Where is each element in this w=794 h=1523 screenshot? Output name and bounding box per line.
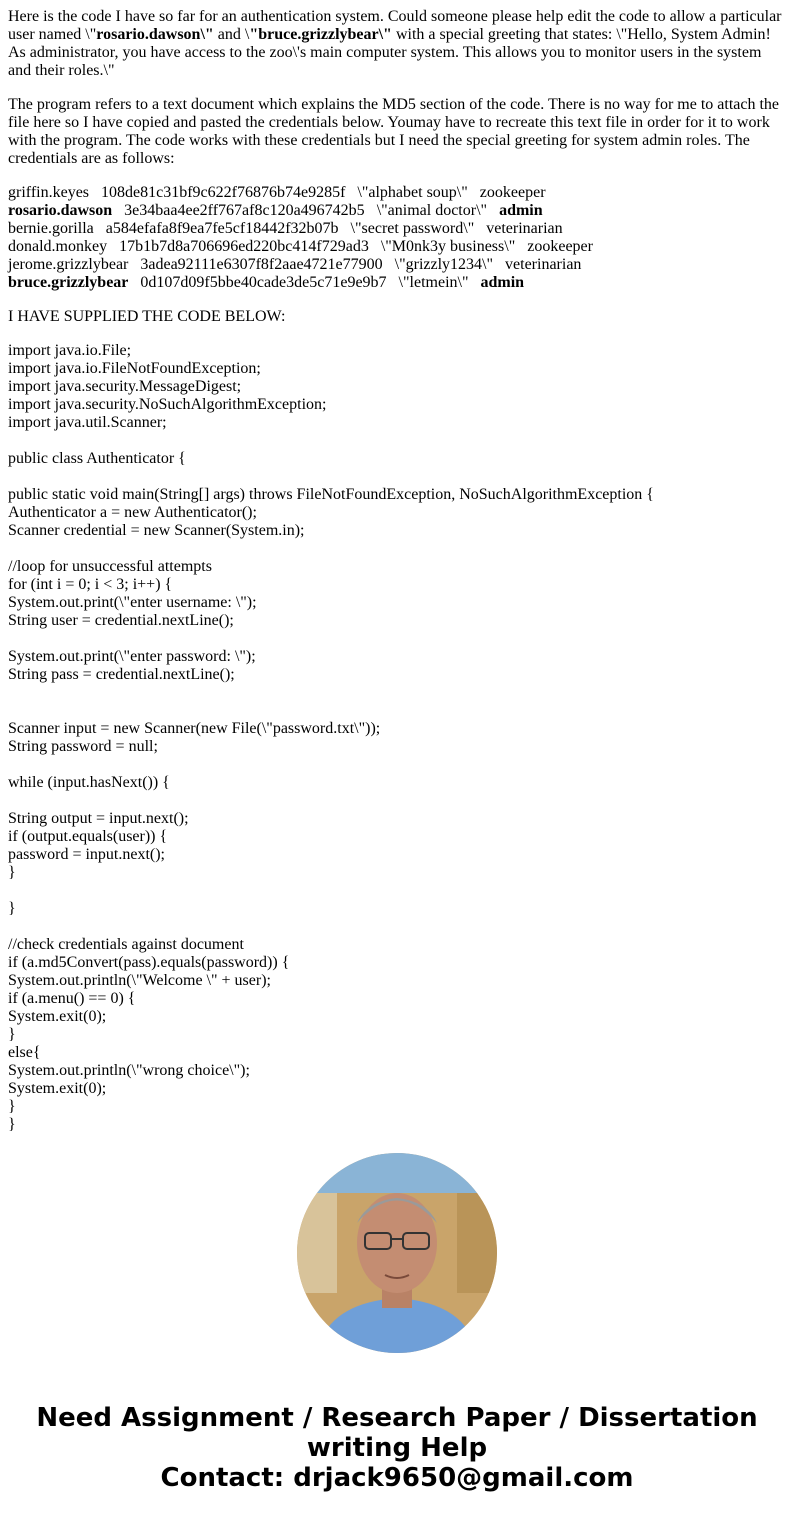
- code-line: import java.security.NoSuchAlgorithmException;: [8, 396, 327, 413]
- code-line: [8, 702, 786, 720]
- code-line: String user = credential.nextLine();: [8, 612, 234, 629]
- credential-password: \"animal doctor\": [376, 202, 488, 219]
- credential-password: \"M0nk3y business\": [380, 238, 516, 255]
- code-line: [8, 918, 786, 936]
- code-line: }: [8, 1116, 16, 1133]
- code-line: }: [8, 1098, 16, 1115]
- code-line: [8, 540, 786, 558]
- code-line: System.out.println(\"wrong choice\");: [8, 1062, 250, 1079]
- intro-text: and \: [213, 26, 250, 43]
- credential-password: \"letmein\": [398, 274, 469, 291]
- code-line: String password = null;: [8, 738, 158, 755]
- code-line: }: [8, 900, 16, 917]
- credential-user: donald.monkey: [8, 238, 108, 255]
- code-line: public class Authenticator {: [8, 450, 186, 467]
- code-line: [8, 432, 786, 450]
- credential-hash: a584efafa8f9ea7fe5cf18442f32b07b: [105, 220, 339, 237]
- code-line: while (input.hasNext()) {: [8, 774, 170, 791]
- code-line: password = input.next();: [8, 846, 165, 863]
- code-line: System.exit(0);: [8, 1008, 107, 1025]
- credentials-list: [8, 184, 786, 292]
- code-block: [8, 342, 786, 1134]
- intro-text: Here is the code I have so far for an authentication system. Could someone please help edit the code to allow a particular user named \": [8, 8, 782, 43]
- credential-hash: 3adea92111e6307f8f2aae4721e77900: [140, 256, 383, 273]
- code-line: for (int i = 0; i < 3; i++) {: [8, 576, 173, 593]
- code-line: Scanner credential = new Scanner(System.in);: [8, 522, 305, 539]
- credential-user: jerome.grizzlybear: [8, 256, 129, 273]
- code-line: import java.io.File;: [8, 342, 132, 359]
- code-line: }: [8, 864, 16, 881]
- footer-contact: Contact: drjack9650@gmail.com: [160, 1463, 634, 1493]
- code-line: if (output.equals(user)) {: [8, 828, 168, 845]
- code-line: String pass = credential.nextLine();: [8, 666, 235, 683]
- author-avatar: [297, 1153, 497, 1353]
- credential-user: rosario.dawson: [8, 202, 113, 219]
- code-line: import java.security.MessageDigest;: [8, 378, 242, 395]
- code-line: [8, 468, 786, 486]
- code-line: [8, 882, 786, 900]
- question-content: [8, 8, 786, 1134]
- credential-hash: 3e34baa4ee2ff767af8c120a496742b5: [124, 202, 365, 219]
- credential-row: [8, 184, 786, 202]
- credential-row: [8, 220, 786, 238]
- credential-role: veterinarian: [505, 256, 582, 273]
- credential-row: [8, 256, 786, 274]
- credential-row: [8, 274, 786, 292]
- code-line: String output = input.next();: [8, 810, 189, 827]
- credential-role: admin: [499, 202, 543, 219]
- intro-paragraph: [8, 8, 786, 80]
- code-line: [8, 792, 786, 810]
- code-line: import java.util.Scanner;: [8, 414, 167, 431]
- username-bruce: "bruce.grizzlybear\": [249, 26, 392, 43]
- code-line: [8, 756, 786, 774]
- code-line: import java.io.FileNotFoundException;: [8, 360, 261, 377]
- username-rosario: rosario.dawson\": [96, 26, 214, 43]
- credential-role: veterinarian: [486, 220, 563, 237]
- code-line: System.exit(0);: [8, 1080, 107, 1097]
- credential-hash: 108de81c31bf9c622f76876b74e9285f: [101, 184, 346, 201]
- code-heading: I HAVE SUPPLIED THE CODE BELOW:: [8, 308, 286, 325]
- credential-role: admin: [480, 274, 525, 291]
- code-line: Scanner input = new Scanner(new File(\"password.txt\"));: [8, 720, 381, 737]
- intro-text: with a special greeting that states: \"Hello, System Admin! As administrator, you have access to the zoo\'s main computer system. This allows you to monitor users in the system and their roles.\": [8, 26, 771, 79]
- code-line: [8, 684, 786, 702]
- credential-role: zookeeper: [527, 238, 593, 255]
- md5-paragraph: The program refers to a text document which explains the MD5 section of the code. There is no way for me to attach the file here so I have copied and pasted the credentials below. Youmay have to recreate this text file in order for it to work with the program. The code works with these credentials but I need the special greeting for system admin roles. The credentials are as follows:: [8, 96, 780, 167]
- credential-hash: 0d107d09f5bbe40cade3de5c71e9e9b7: [140, 274, 387, 291]
- credential-user: griffin.keyes: [8, 184, 90, 201]
- credential-role: zookeeper: [479, 184, 546, 201]
- code-line: else{: [8, 1044, 41, 1061]
- credential-user: bernie.gorilla: [8, 220, 94, 237]
- footer-line: Need Assignment / Research Paper / Dissertation: [36, 1403, 758, 1433]
- code-line: if (a.menu() == 0) {: [8, 990, 136, 1007]
- code-line: System.out.println(\"Welcome \" + user);: [8, 972, 271, 989]
- credential-password: \"grizzly1234\": [394, 256, 494, 273]
- credential-password: \"secret password\": [350, 220, 475, 237]
- credential-row: [8, 202, 786, 220]
- code-line: Authenticator a = new Authenticator();: [8, 504, 257, 521]
- code-line: public static void main(String[] args) throws FileNotFoundException, NoSuchAlgorithmException {: [8, 486, 654, 503]
- code-line: }: [8, 1026, 16, 1043]
- footer-ad: [0, 1403, 794, 1493]
- credential-hash: 17b1b7d8a706696ed220bc414f729ad3: [119, 238, 369, 255]
- code-line: System.out.print(\"enter username: \");: [8, 594, 257, 611]
- code-line: [8, 630, 786, 648]
- code-line: //loop for unsuccessful attempts: [8, 558, 212, 575]
- code-line: if (a.md5Convert(pass).equals(password)) {: [8, 954, 290, 971]
- credential-password: \"alphabet soup\": [357, 184, 468, 201]
- credential-user: bruce.grizzlybear: [8, 274, 129, 291]
- credential-row: [8, 238, 786, 256]
- code-line: System.out.print(\"enter password: \");: [8, 648, 256, 665]
- footer-line: writing Help: [306, 1433, 488, 1463]
- code-line: //check credentials against document: [8, 936, 244, 953]
